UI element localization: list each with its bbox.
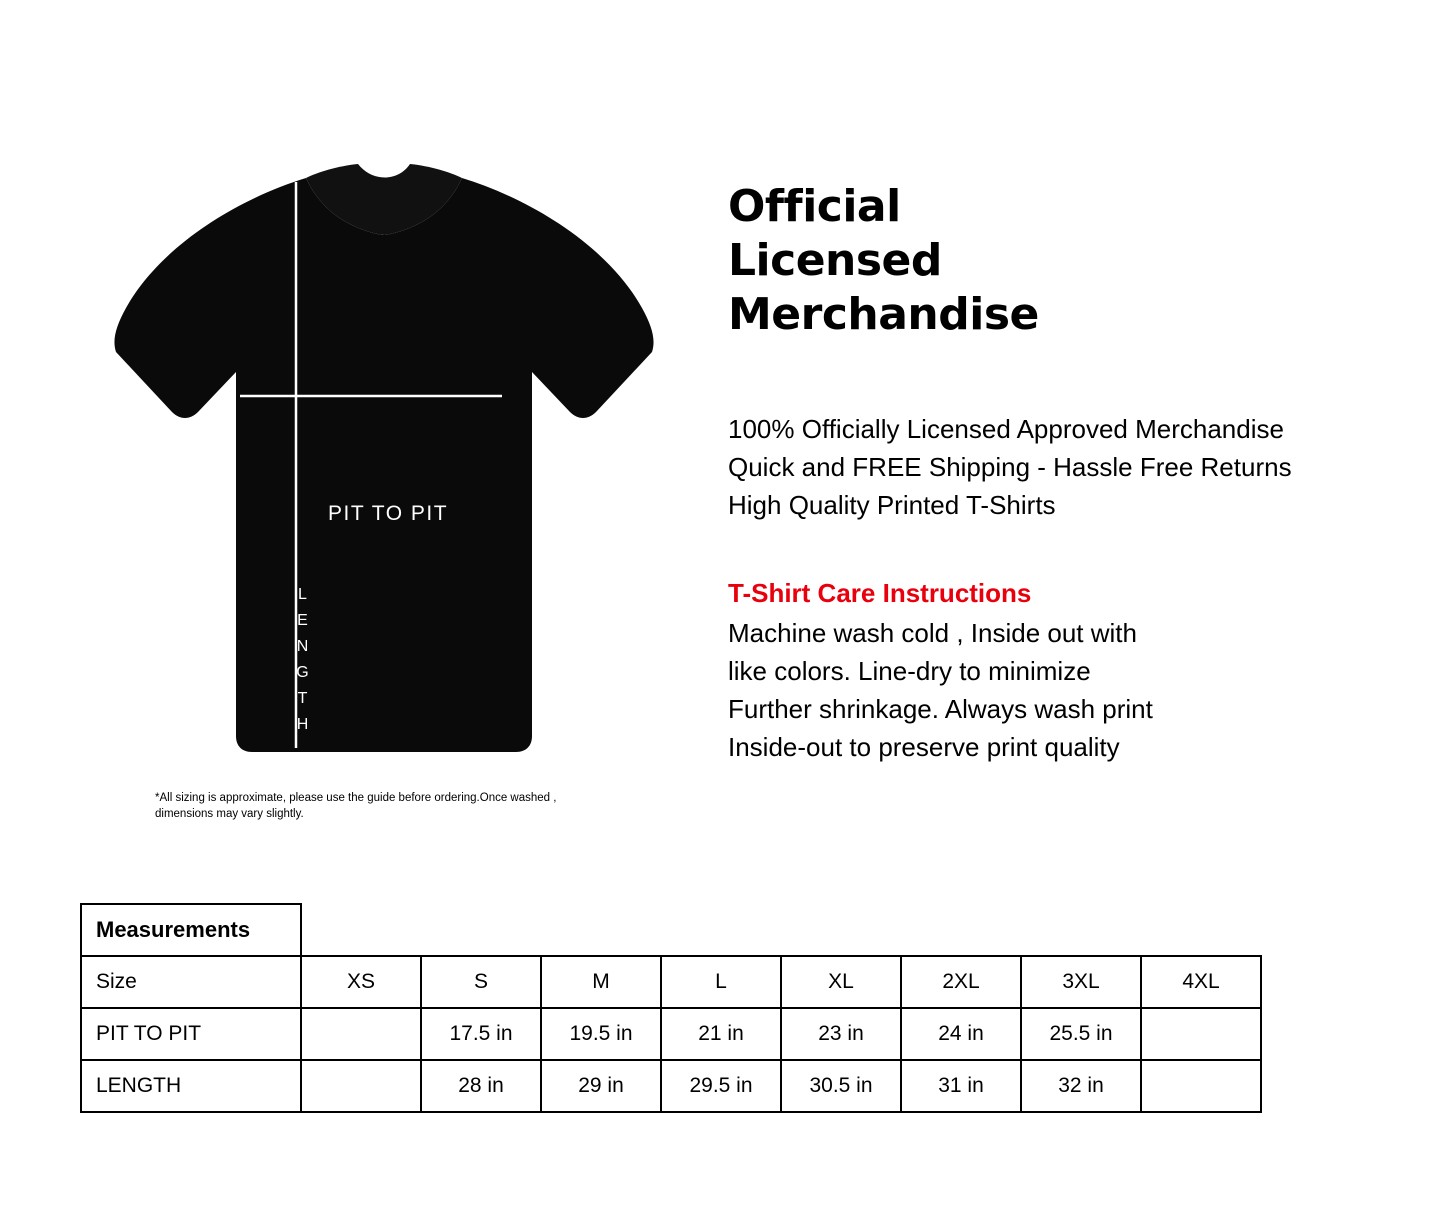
care-instructions-title: T-Shirt Care Instructions [728, 578, 1032, 608]
table-row-sizes [81, 956, 1261, 1008]
length-label [292, 582, 314, 738]
length-xs [301, 1060, 421, 1112]
table-row-pit-to-pit [81, 1008, 1261, 1060]
length-4xl [1141, 1060, 1261, 1112]
pit-to-pit-2xl: 24 in [901, 1008, 1021, 1060]
length-xl: 30.5 in [781, 1060, 901, 1112]
headline [728, 180, 1418, 342]
pit-to-pit-3xl: 25.5 in [1021, 1008, 1141, 1060]
measurements-title: Measurements [81, 904, 301, 956]
length-s: 28 in [421, 1060, 541, 1112]
care-line: Machine wash cold , Inside out with [728, 618, 1137, 648]
pit-to-pit-xl: 23 in [781, 1008, 901, 1060]
headline-line-3: Merchandise [728, 289, 1039, 340]
title-row-spacer [301, 904, 1261, 956]
feature-list [728, 410, 1418, 524]
length-letter: E [297, 612, 309, 629]
length-m: 29 in [541, 1060, 661, 1112]
pit-to-pit-s: 17.5 in [421, 1008, 541, 1060]
shirt-illustration [110, 140, 670, 840]
length-letter: L [298, 586, 308, 603]
care-instructions-body [728, 614, 1418, 766]
care-line: Further shrinkage. Always wash print [728, 694, 1153, 724]
feature-item: High Quality Printed T-Shirts [728, 490, 1056, 520]
length-letter: T [297, 690, 309, 707]
length-letter: N [296, 638, 310, 655]
feature-item: Quick and FREE Shipping - Hassle Free Returns [728, 452, 1292, 482]
info-column [728, 180, 1418, 766]
length-2xl: 31 in [901, 1060, 1021, 1112]
pit-to-pit-l: 21 in [661, 1008, 781, 1060]
size-chart-table [80, 903, 1262, 1113]
pit-to-pit-4xl [1141, 1008, 1261, 1060]
length-3xl: 32 in [1021, 1060, 1141, 1112]
pit-to-pit-label: PIT TO PIT [328, 502, 449, 525]
size-header-4xl: 4XL [1141, 956, 1261, 1008]
feature-item: 100% Officially Licensed Approved Merchandise [728, 414, 1284, 444]
table-row-length [81, 1060, 1261, 1112]
row-label-length: LENGTH [81, 1060, 301, 1112]
pit-to-pit-xs [301, 1008, 421, 1060]
table-row-title [81, 904, 1261, 956]
size-header-3xl: 3XL [1021, 956, 1141, 1008]
size-row-label: Size [81, 956, 301, 1008]
size-header-s: S [421, 956, 541, 1008]
care-line: like colors. Line-dry to minimize [728, 656, 1091, 686]
sizing-disclaimer: *All sizing is approximate, please use the guide before ordering.Once washed , dimensions may vary slightly. [155, 792, 557, 820]
tshirt-graphic [110, 140, 670, 800]
length-l: 29.5 in [661, 1060, 781, 1112]
care-line: Inside-out to preserve print quality [728, 732, 1120, 762]
headline-line-2: Licensed [728, 235, 942, 286]
headline-line-1: Official [728, 181, 901, 232]
pit-to-pit-m: 19.5 in [541, 1008, 661, 1060]
size-header-xl: XL [781, 956, 901, 1008]
length-letter: G [296, 664, 310, 681]
row-label-pit-to-pit: PIT TO PIT [81, 1008, 301, 1060]
size-header-m: M [541, 956, 661, 1008]
size-header-l: L [661, 956, 781, 1008]
length-letter: H [296, 716, 310, 733]
size-header-xs: XS [301, 956, 421, 1008]
size-header-2xl: 2XL [901, 956, 1021, 1008]
